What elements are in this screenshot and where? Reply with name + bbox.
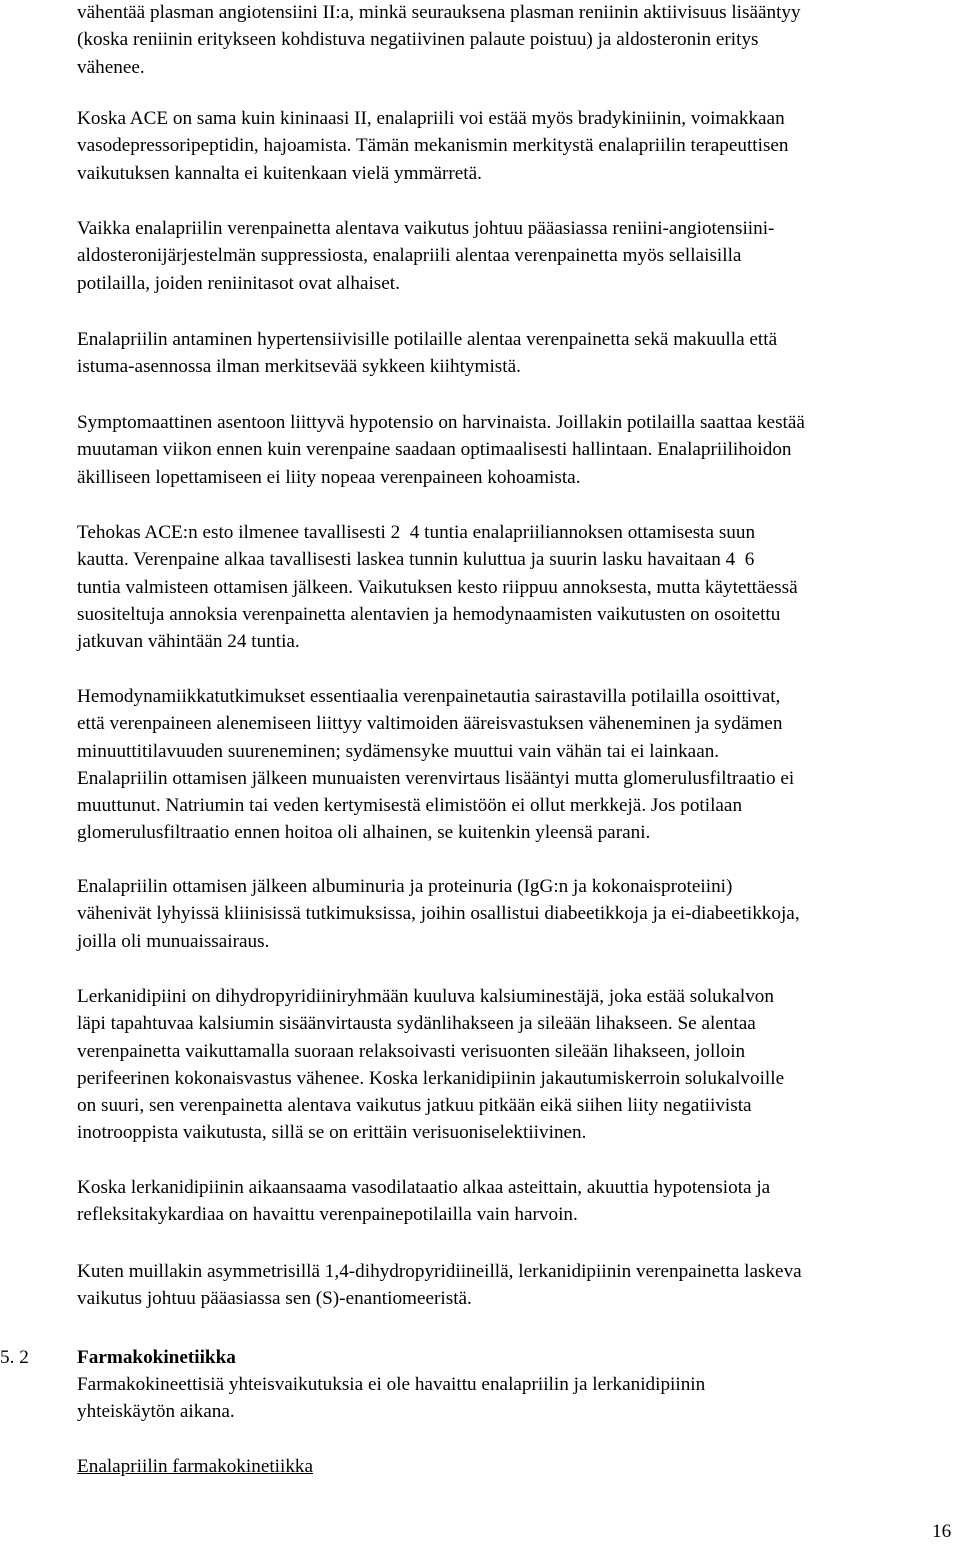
section-paragraph: Farmakokineettisiä yhteisvaikutuksia ei ole havaittu enalapriilin ja lerkanidipiinin yhteiskäytön aikana.: [77, 1374, 706, 1423]
paragraph: Enalapriilin antaminen hypertensiivisille potilaille alentaa verenpainetta sekä makuulla että istuma-asennossa ilman merkitsevää sykkeen kiihtymistä.: [77, 329, 778, 378]
paragraph: vähentää plasman angiotensiini II:a, minkä seurauksena plasman reniinin aktiivisuus lisääntyy (koska reniinin eritykseen kohdistuva negatiivinen palaute poistuu) ja aldosteronin eritys vähenee.: [77, 2, 801, 78]
paragraph: Symptomaattinen asentoon liittyvä hypotensio on harvinaista. Joillakin potilailla saattaa kestää muutaman viikon ennen kuin verenpaine saadaan optimaalisesti hallintaan. Enalapriilihoidon äkilliseen lopettamiseen ei liity nopeaa verenpaineen kohoamista.: [77, 412, 805, 488]
page-number: 16: [932, 1521, 952, 1542]
paragraph: Enalapriilin ottamisen jälkeen albuminuria ja proteinuria (IgG:n ja kokonaisproteiini) vähenivät lyhyissä kliinisissä tutkimuksissa, joihin osallistui diabeetikkoja ja ei-diabeetikkoja, joilla oli munuaissairaus.: [77, 876, 800, 952]
paragraph: Kuten muillakin asymmetrisillä 1,4-dihydropyridiineillä, lerkanidipiinin verenpainetta laskeva vaikutus johtuu pääasiassa sen (S)-enantiomeeristä.: [77, 1261, 802, 1310]
paragraph: Tehokas ACE:n esto ilmenee tavallisesti 2 4 tuntia enalapriiliannoksen ottamisesta suun kautta. Verenpaine alkaa tavallisesti laskea tunnin kuluttua ja suurin lasku havaitaan 4 6 tuntia valmisteen ottamisen jälkeen. Vaikutuksen kesto riippuu annoksesta, mutta käytettäessä suositeltuja annoksia verenpainetta alentavien ja hemodynaamisten vaikutusten on osoitettu jatkuvan vähintään 24 tuntia.: [77, 522, 798, 653]
paragraph: Koska ACE on sama kuin kininaasi II, enalapriili voi estää myös bradykiniinin, voimakkaan vasodepressoripeptidin, hajoamista. Tämän mekanismin merkitystä enalapriilin terapeuttisen vaikutuksen kannalta ei kuitenkaan vielä ymmärretä.: [77, 108, 789, 184]
subheading: Enalapriilin farmakokinetiikka: [77, 1456, 314, 1477]
section-title: Farmakokinetiikka: [77, 1347, 236, 1368]
paragraph: Vaikka enalapriilin verenpainetta alentava vaikutus johtuu pääasiassa reniini-angiotensiini- aldosteronijärjestelmän suppressiosta, enalapriili alentaa verenpainetta myös sellaisilla potilailla, joiden reniinitasot ovat alhaiset.: [77, 218, 775, 294]
paragraph: Hemodynamiikkatutkimukset essentiaalia verenpainetautia sairastavilla potilailla osoittivat, että verenpaineen alenemiseen liittyy valtimoiden ääreisvastuksen väheneminen ja sydämen minuuttitilavuuden suureneminen; sydämensyke muuttui vain vähän tai ei lainkaan. Enalapriilin ottamisen jälkeen munuaisten verenvirtaus lisääntyi mutta glomerulusfiltraatio ei muuttunut. Natriumin tai veden kertymisestä elimistöön ei ollut merkkejä. Jos potilaan glomerulusfiltraatio ennen hoitoa oli alhainen, se kuitenkin yleensä parani.: [77, 686, 795, 844]
section-number: 5. 2: [0, 1347, 29, 1368]
paragraph: Koska lerkanidipiinin aikaansaama vasodilataatio alkaa asteittain, akuuttia hypotensiota ja refleksitakykardiaa on havaittu verenpainepotilailla vain harvoin.: [77, 1177, 771, 1226]
paragraph: Lerkanidipiini on dihydropyridiiniryhmään kuuluva kalsiuminestäjä, joka estää solukalvon läpi tapahtuvaa kalsiumin sisäänvirtausta sydänlihakseen ja sileään lihakseen. Se alentaa verenpainetta vaikuttamalla suoraan relaksoivasti verisuonten sileään lihakseen, jolloin perifeerinen kokonaisvastus vähenee. Koska lerkanidipiinin jakautumiskerroin solukalvoille on suuri, sen verenpainetta alentava vaikutus jatkuu pitkään eikä siihen liity negatiivista inotrooppista vaikutusta, sillä se on erittäin verisuoniselektiivinen.: [77, 986, 785, 1144]
